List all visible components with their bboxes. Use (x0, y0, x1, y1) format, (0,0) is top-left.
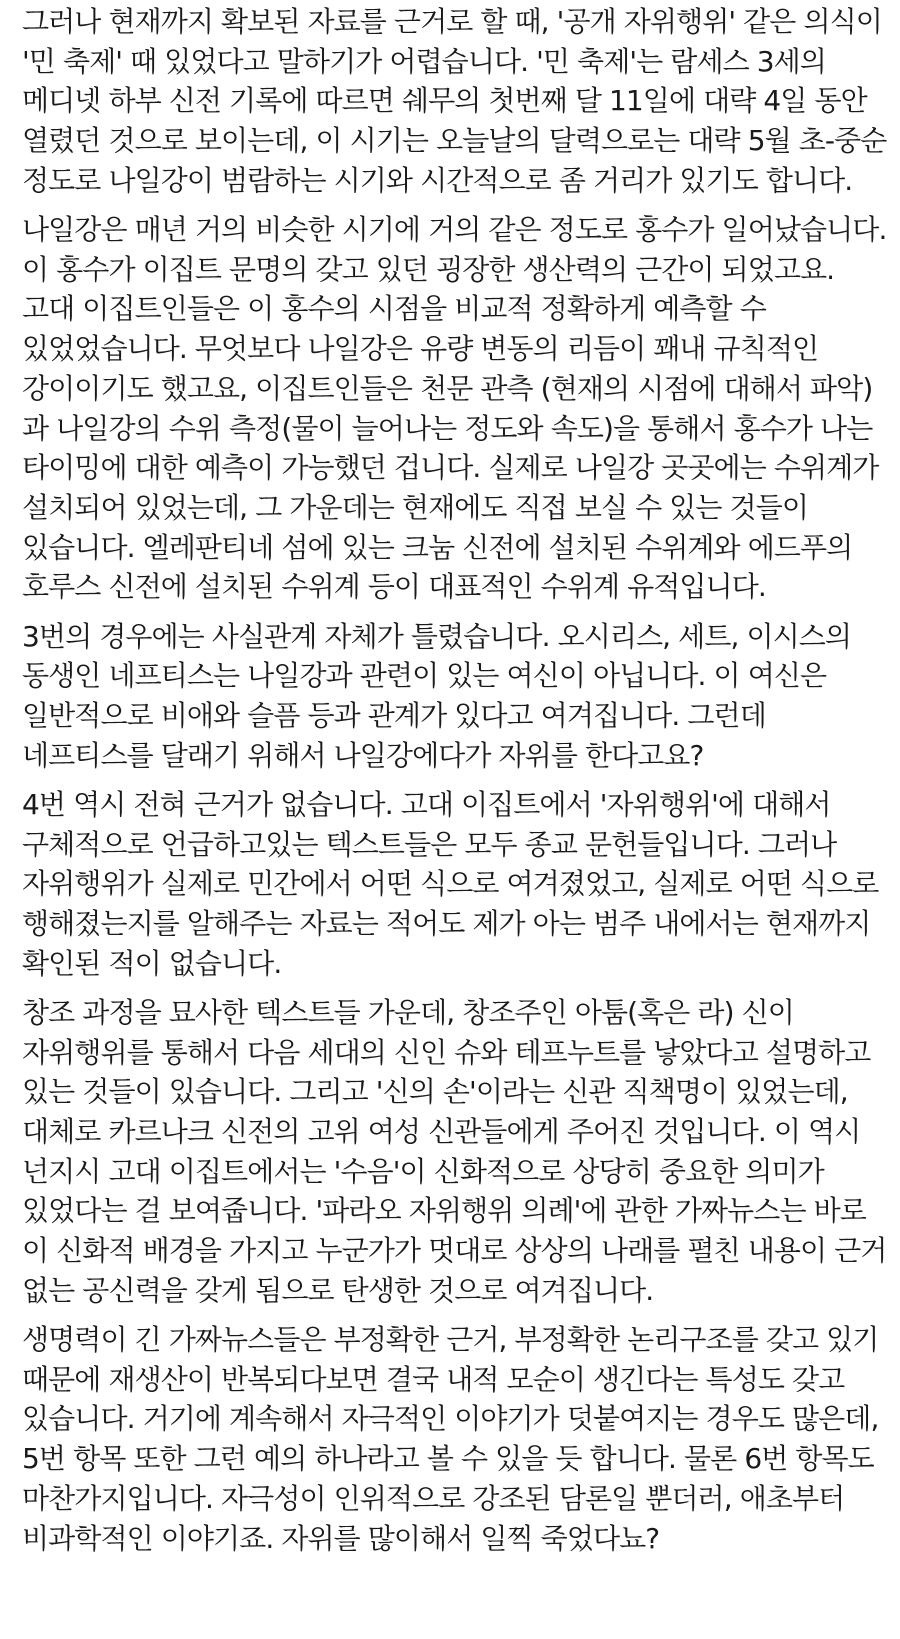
paragraph-fake-news-items-5-6: 생명력이 긴 가짜뉴스들은 부정확한 근거, 부정확한 논리구조를 갖고 있기 때문에 재생산이 반복되다보면 결국 내적 모순이 생긴다는 특성도 갖고 있습니다. 거기에 계속해서 자극적인 이야기가 덧붙여지는 경우도 많은데, 5번 항목 또한 그런 예의 하나라고 볼 수 있을 듯 합니다. 물론 6번 항목도 마찬가지입니다. 자극성이 인위적으로 강조된 담론일 뿐더러, 애초부터 비과학적인 이야기죠. 자위를 많이해서 일찍 죽었다뇨? (22, 1323, 879, 1555)
paragraph-nile-flood: 나일강은 매년 거의 비슷한 시기에 거의 같은 정도로 홍수가 일어났습니다. 이 홍수가 이집트 문명의 갖고 있던 굉장한 생산력의 근간이 되었고요. 고대 이집트인들은 이 홍수의 시점을 비교적 정확하게 예측할 수 있었었습니다. 무엇보다 나일강은 유량 변동의 리듬이 꽤내 규칙적인 강이이기도 했고요, 이집트인들은 천문 관측 (현재의 시점에 대해서 파악)과 나일강의 수위 측정(물이 늘어나는 정도와 속도)을 통해서 홍수가 나는 타이밍에 대한 예측이 가능했던 겁니다. 실제로 나일강 곳곳에는 수위계가 설치되어 있었는데, 그 가운데는 현재에도 직접 보실 수 있는 것들이 있습니다. 엘레판티네 섬에 있는 크눔 신전에 설치된 수위계와 에드푸의 호루스 신전에 설치된 수위계 등이 대표적인 수위계 유적입니다. (22, 213, 887, 604)
paragraph-item-4-evidence: 4번 역시 전혀 근거가 없습니다. 고대 이집트에서 '자위행위'에 대해서 구체적으로 언급하고있는 텍스트들은 모두 종교 문헌들입니다. 그러나 자위행위가 실제로 민간에서 어떤 식으로 여겨졌었고, 실제로 어떤 식으로 행해졌는지를 알해주는 자료는 적어도 제가 아는 범주 내에서는 현재까지 확인된 적이 없습니다. (22, 787, 879, 980)
paragraph-min-festival: 그러나 현재까지 확보된 자료를 근거로 할 때, '공개 자위행위' 같은 의식이 '민 축제' 때 있었다고 말하기가 어렵습니다. '민 축제'는 람세스 3세의 메디넷 하부 신전 기록에 따르면 쉐무의 첫번째 달 11일에 대략 4일 동안 열렸던 것으로 보이는데, 이 시기는 오늘날의 달력으로는 대략 5월 초-중순 정도로 나일강이 범람하는 시기와 시간적으로 좀 거리가 있기도 합니다. (22, 5, 887, 197)
paragraph-creation-myth: 창조 과정을 묘사한 텍스트들 가운데, 창조주인 아툼(혹은 라) 신이 자위행위를 통해서 다음 세대의 신인 슈와 테프누트를 낳았다고 설명하고 있는 것들이 있습니다. 그리고 '신의 손'이라는 신관 직책명이 있었는데, 대체로 카르나크 신전의 고위 여성 신관들에게 주어진 것입니다. 이 역시 넌지시 고대 이집트에서는 '수음'이 신화적으로 상당히 중요한 의미가 있었다는 걸 보여줍니다. '파라오 자위행위 의례'에 관한 가짜뉴스는 바로 이 신화적 배경을 가지고 누군가가 멋대로 상상의 나래를 펼친 내용이 근거 없는 공신력을 갖게 됨으로 탄생한 것으로 여겨집니다. (22, 995, 887, 1307)
paragraph-item-3-nephthys: 3번의 경우에는 사실관계 자체가 틀렸습니다. 오시리스, 세트, 이시스의 동생인 네프티스는 나일강과 관련이 있는 여신이 아닙니다. 이 여신은 일반적으로 비애와 슬픔 등과 관계가 있다고 여겨집니다. 그런데 네프티스를 달래기 위해서 나일강에다가 자위를 한다고요? (22, 619, 852, 772)
